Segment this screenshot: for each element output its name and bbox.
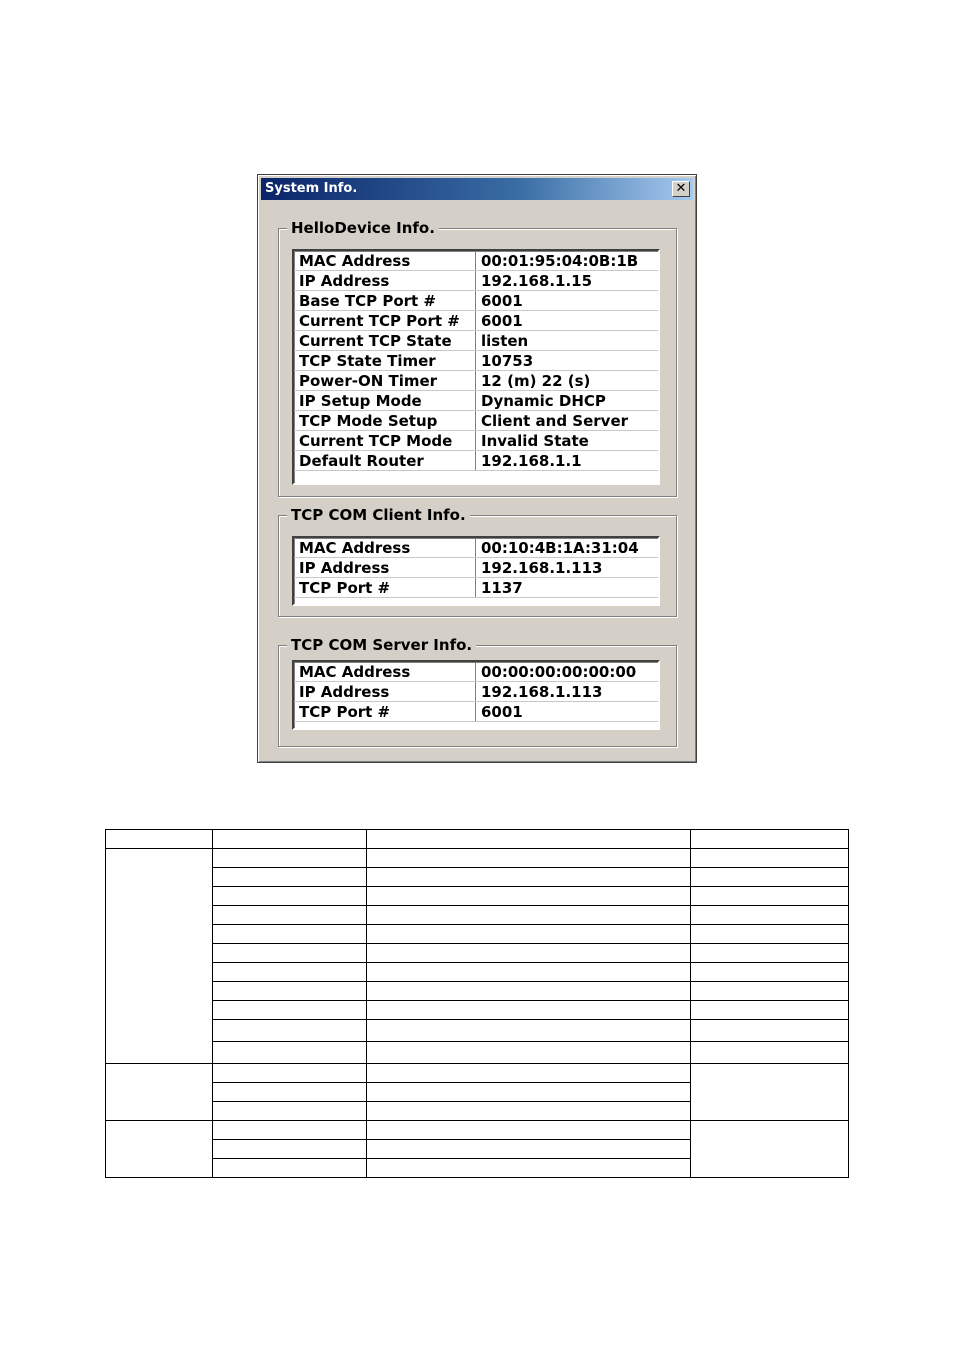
row-label: TCP Port # <box>294 578 476 598</box>
row-value: 1137 <box>476 578 659 598</box>
table-row[interactable] <box>294 311 658 331</box>
table-row[interactable] <box>294 371 658 391</box>
table-row <box>106 1064 849 1083</box>
row-value: 10753 <box>476 351 659 371</box>
table-row <box>106 963 849 982</box>
table-row <box>106 1001 849 1020</box>
table-row[interactable] <box>294 391 658 411</box>
row-label: Default Router <box>294 451 476 471</box>
table-row[interactable] <box>294 702 658 722</box>
table-row[interactable] <box>294 431 658 451</box>
row-value: Invalid State <box>476 431 659 451</box>
table-row[interactable] <box>294 578 658 598</box>
table-row <box>106 925 849 944</box>
table-row <box>106 944 849 963</box>
row-value: listen <box>476 331 659 351</box>
row-label: IP Setup Mode <box>294 391 476 411</box>
table-row[interactable] <box>294 682 658 702</box>
window-title: System Info. <box>265 181 358 196</box>
group-legend: TCP COM Server Info. <box>287 636 476 654</box>
row-label: MAC Address <box>294 251 476 271</box>
row-value: Dynamic DHCP <box>476 391 659 411</box>
row-value: 192.168.1.113 <box>476 682 659 702</box>
row-label: Current TCP State <box>294 331 476 351</box>
hellodevice-info-grid[interactable] <box>292 249 660 485</box>
table-row <box>106 849 849 868</box>
close-button[interactable] <box>672 181 690 197</box>
row-value: 00:01:95:04:0B:1B <box>476 251 659 271</box>
row-value: 00:00:00:00:00:00 <box>476 662 659 682</box>
table-row <box>106 830 849 849</box>
hellodevice-info-group <box>278 219 677 497</box>
tcp-com-client-info-grid[interactable] <box>292 536 660 606</box>
tcp-com-server-info-group <box>278 636 677 747</box>
group-legend: TCP COM Client Info. <box>287 506 470 524</box>
row-value: 6001 <box>476 291 659 311</box>
system-info-dialog <box>257 174 697 763</box>
table-row[interactable] <box>294 662 658 682</box>
row-label: IP Address <box>294 271 476 291</box>
table-row <box>106 982 849 1001</box>
table-row[interactable] <box>294 351 658 371</box>
table-row[interactable] <box>294 291 658 311</box>
row-label: MAC Address <box>294 662 476 682</box>
table-row[interactable] <box>294 271 658 291</box>
table-row <box>106 1042 849 1064</box>
table-row <box>106 868 849 887</box>
table-row <box>106 906 849 925</box>
table-row[interactable] <box>294 558 658 578</box>
row-label: IP Address <box>294 682 476 702</box>
table-row[interactable] <box>294 331 658 351</box>
table-row[interactable] <box>294 411 658 431</box>
row-label: Current TCP Mode <box>294 431 476 451</box>
row-value: 6001 <box>476 311 659 331</box>
row-value: 192.168.1.15 <box>476 271 659 291</box>
row-label: MAC Address <box>294 538 476 558</box>
tcp-com-client-info-group <box>278 506 677 617</box>
table-row <box>106 1020 849 1042</box>
close-icon: ✕ <box>675 181 687 196</box>
row-label: Base TCP Port # <box>294 291 476 311</box>
row-value: 00:10:4B:1A:31:04 <box>476 538 659 558</box>
row-value: 192.168.1.1 <box>476 451 659 471</box>
row-label: Power-ON Timer <box>294 371 476 391</box>
row-label: TCP State Timer <box>294 351 476 371</box>
tcp-com-server-info-grid[interactable] <box>292 660 660 730</box>
group-legend: HelloDevice Info. <box>287 219 439 237</box>
table-row[interactable] <box>294 251 658 271</box>
table-row[interactable] <box>294 538 658 558</box>
table-row[interactable] <box>294 451 658 471</box>
title-bar[interactable] <box>261 178 693 200</box>
table-row <box>106 1121 849 1140</box>
row-value: 192.168.1.113 <box>476 558 659 578</box>
row-value: 6001 <box>476 702 659 722</box>
table-row <box>106 887 849 906</box>
row-label: IP Address <box>294 558 476 578</box>
document-table <box>105 829 849 1178</box>
row-value: Client and Server <box>476 411 659 431</box>
row-label: Current TCP Port # <box>294 311 476 331</box>
row-value: 12 (m) 22 (s) <box>476 371 659 391</box>
row-label: TCP Mode Setup <box>294 411 476 431</box>
row-label: TCP Port # <box>294 702 476 722</box>
